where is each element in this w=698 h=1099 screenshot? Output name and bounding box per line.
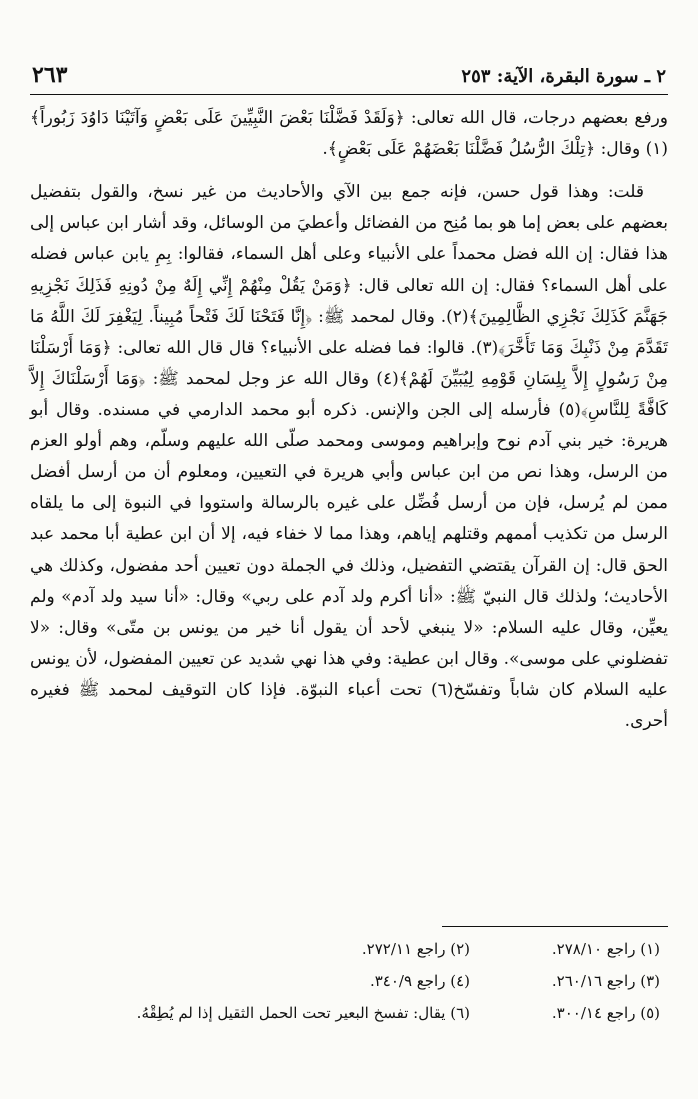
footnotes: [30, 926, 668, 1025]
page-content: [30, 62, 668, 737]
paragraph: ورفع بعضهم درجات، قال الله تعالى: ﴿وَلَقَدْ فَضَّلْنَا بَعْضَ النَّبِيِّينَ عَلَى بَعْضٍ وَآتَيْنَا دَاوُدَ زَبُوراً﴾(١) وقال: ﴿تِلْكَ الرُّسُلُ فَضَّلْنَا بَعْضَهُمْ عَلَى بَعْضٍ﴾.: [30, 108, 668, 160]
footnote-item: (٦) يقال: تفسخ البعير تحت الحمل الثقيل إذا لم يُطِقْهُ.: [136, 1004, 470, 1022]
running-header: [30, 62, 668, 95]
footnote-divider: [442, 926, 668, 927]
footnote-item: (٥) راجع ٣٠٠/١٤.: [551, 1004, 660, 1022]
paragraph: قلت: وهذا قول حسن، فإنه جمع بين الآي والأحاديث من غير نسخ، والقول بتفضيل بعضهم على بعض إما هو بما مُنِح من الفضائل وأعطيَ من الوسائل، وقد أشار ابن عباس إلى هذا فقال: إن الله فضل محمداً على الأنبياء وعلى أهل السماء، فقالوا: بِمِ يابن عباس فضله على أهل السماء؟ فقال: إن الله تعالى قال: ﴿وَمَنْ يَقُلْ مِنْهُمْ إِنِّي إِلَهٌ مِنْ دُونِهِ فَذَلِكَ نَجْزِيهِ جَهَنَّمَ كَذَلِكَ نَجْزِي الظَّالِمِينَ﴾(٢). وقال لمحمد ﷺ: ﴿إِنَّا فَتَحْنَا لَكَ فَتْحاً مُبِيناً. لِيَغْفِرَ لَكَ اللَّهُ مَا تَقَدَّمَ مِنْ ذَنْبِكَ وَمَا تَأَخَّرَ﴾(٣). قالوا: فما فضله على الأنبياء؟ قال قال الله تعالى: ﴿وَمَا أَرْسَلْنَا مِنْ رَسُولٍ إِلاَّ بِلِسَانِ قَوْمِهِ لِيُبَيِّنَ لَهُمْ﴾(٤) وقال الله عز وجل لمحمد ﷺ: ﴿وَمَا أَرْسَلْنَاكَ إِلاَّ كَافَّةً لِلنَّاسِ﴾(٥) فأرسله إلى الجن والإنس. ذكره أبو محمد الدارمي في مسنده. وقال أبو هريرة: خير بني آدم نوح وإبراهيم وموسى ومحمد صلّى الله عليهم وسلّم، وهم أولو العزم من الرسل، وهذا نص من ابن عباس وأبي هريرة في التعيين، ومعلوم أن من أرسل أفضل ممن لم يُرسل، فإن من أرسل فُضِّل على غيره بالرسالة واستووا في النبوة إلى ما يلقاه الرسل من تكذيب أممهم وقتلهم إياهم، وهذا مما لا خفاء فيه، إلا أن ابن عطية أبا محمد عبد الحق قال: إن القرآن يقتضي التفضيل، وذلك في الجملة دون تعيين أحد مفضول، وكذلك هي الأحاديث؛ ولذلك قال النبيّ ﷺ: «أنا أكرم ولد آدم على ربي» وقال: «أنا سيد ولد آدم» ولم يعيِّن، وقال عليه السلام: «لا ينبغي لأحد أن يقول أنا خير من يونس بن متّى» وقال: «لا تفضلوني على موسى». وقال ابن عطية: وفي هذا نهي شديد عن تعيين المفضول، لأن يونس عليه السلام كان شاباً وتفسّخ(٦) تحت أعباء النبوّة. فإذا كان التوقيف لمحمد ﷺ فغيره أحرى.: [30, 182, 669, 732]
footnote-item: (٤) راجع ٣٤٠/٩.: [369, 972, 470, 990]
footnote-item: (٣) راجع ٢٦٠/١٦.: [551, 972, 660, 990]
footnote-list: [30, 937, 668, 1025]
main-text: [30, 103, 668, 737]
footnote-item: (٢) راجع ٢٧٢/١١.: [361, 940, 470, 958]
footnote-item: (١) راجع ٢٧٨/١٠.: [551, 940, 660, 958]
page-number: ٢٦٣: [32, 62, 68, 88]
running-title: ٢ ـ سورة البقرة، الآية: ٢٥٣: [461, 66, 666, 87]
